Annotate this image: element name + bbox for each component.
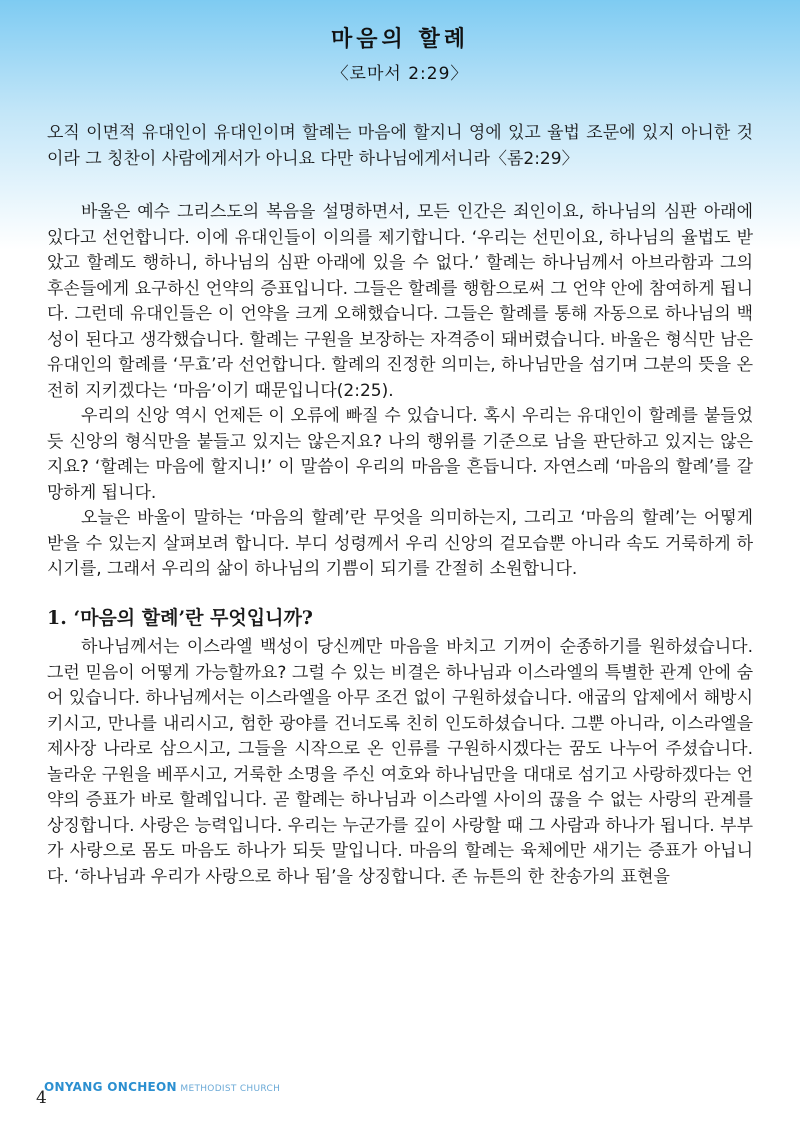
church-name-light: METHODIST CHURCH (180, 1084, 281, 1094)
article-body (47, 121, 753, 890)
church-name (44, 1080, 280, 1094)
intro-paragraph-2: 우리의 신앙 역시 언제든 이 오류에 빠질 수 있습니다. 혹시 우리는 유대인이 할례를 붙들었듯 신앙의 형식만을 붙들고 있지는 않은지요? 나의 행위를 기준으로 남을 판단하고 있지는 않은지요? ‘할례는 마음에 할지니!’ 이 말씀이 우리의 마음을 흔듭니다. 자연스레 ‘마음의 할례’를 갈망하게 됩니다. (47, 406, 753, 503)
section-1-paragraph: 하나님께서는 이스라엘 백성이 당신께만 마음을 바치고 기꺼이 순종하기를 원하셨습니다. 그런 믿음이 어떻게 가능할까요? 그럴 수 있는 비결은 하나님과 이스라엘의 특별한 관계 안에 숨어 있습니다. 하나님께서는 이스라엘을 아무 조건 없이 구원하셨습니다. 애굽의 압제에서 해방시키시고, 만나를 내리시고, 험한 광야를 건너도록 친히 인도하셨습니다. 그뿐 아니라, 이스라엘을 제사장 나라로 삼으시고, 그들을 시작으로 온 인류를 구원하시겠다는 꿈도 나누어 주셨습니다. 놀라운 구원을 베푸시고, 거룩한 소명을 주신 여호와 하나님만을 대대로 섬기고 사랑하겠다는 언약의 증표가 바로 할례입니다. 곧 할례는 하나님과 이스라엘 사이의 끊을 수 없는 사랑의 관계를 상징합니다. 사랑은 능력입니다. 우리는 누군가를 깊이 사랑할 때 그 사람과 하나가 됩니다. 부부가 사랑으로 몸도 마음도 하나가 되듯 말입니다. 마음의 할례는 육체에만 새기는 증표가 아닙니다. ‘하나님과 우리가 사랑으로 하나 됨’을 상징합니다. 존 뉴튼의 한 찬송가의 표현을 (47, 637, 753, 887)
page-header (0, 22, 800, 84)
church-name-strong: ONYANG ONCHEON (44, 1080, 177, 1094)
page-footer (36, 1080, 756, 1120)
scripture-reference: 〈로마서 2:29〉 (331, 64, 469, 84)
section-heading-1: 1. ‘마음의 할례’란 무엇입니까? (47, 606, 313, 629)
page-title: 마음의 할례 (331, 27, 469, 52)
scripture-verse: 오직 이면적 유대인이 유대인이며 할례는 마음에 할지니 영에 있고 율법 조문에 있지 아니한 것이라 그 칭찬이 사람에게서가 아니요 다만 하나님에게서니라〈롬2:29〉 (47, 123, 753, 169)
page-number: 4 (36, 1088, 47, 1108)
intro-paragraph-1: 바울은 예수 그리스도의 복음을 설명하면서, 모든 인간은 죄인이요, 하나님의 심판 아래에 있다고 선언합니다. 이에 유대인들이 이의를 제기합니다. ‘우리는 선민이요, 하나님의 율법도 받았고 할례도 행하니, 하나님의 심판 아래에 있을 수 없다.’ 할례는 하나님께서 아브라함과 그의 후손들에게 요구하신 언약의 증표입니다. 그들은 할례를 행함으로써 그 언약 안에 참여하게 됩니다. 그런데 유대인들은 이 언약을 크게 오해했습니다. 그들은 할례를 통해 자동으로 하나님의 백성이 된다고 생각했습니다. 할례는 구원을 보장하는 자격증이 돼버렸습니다. 바울은 형식만 남은 유대인의 할례를 ‘무효’라 선언합니다. 할례의 진정한 의미는, 하나님만을 섬기며 그분의 뜻을 온전히 지키겠다는 ‘마음’이기 때문입니다(2:25). (47, 202, 753, 401)
intro-paragraph-3: 오늘은 바울이 말하는 ‘마음의 할례’란 무엇을 의미하는지, 그리고 ‘마음의 할례’는 어떻게 받을 수 있는지 살펴보려 합니다. 부디 성령께서 우리 신앙의 겉모습뿐 아니라 속도 거룩하게 하시기를, 그래서 우리의 삶이 하나님의 기쁨이 되기를 간절히 소원합니다. (47, 508, 753, 579)
